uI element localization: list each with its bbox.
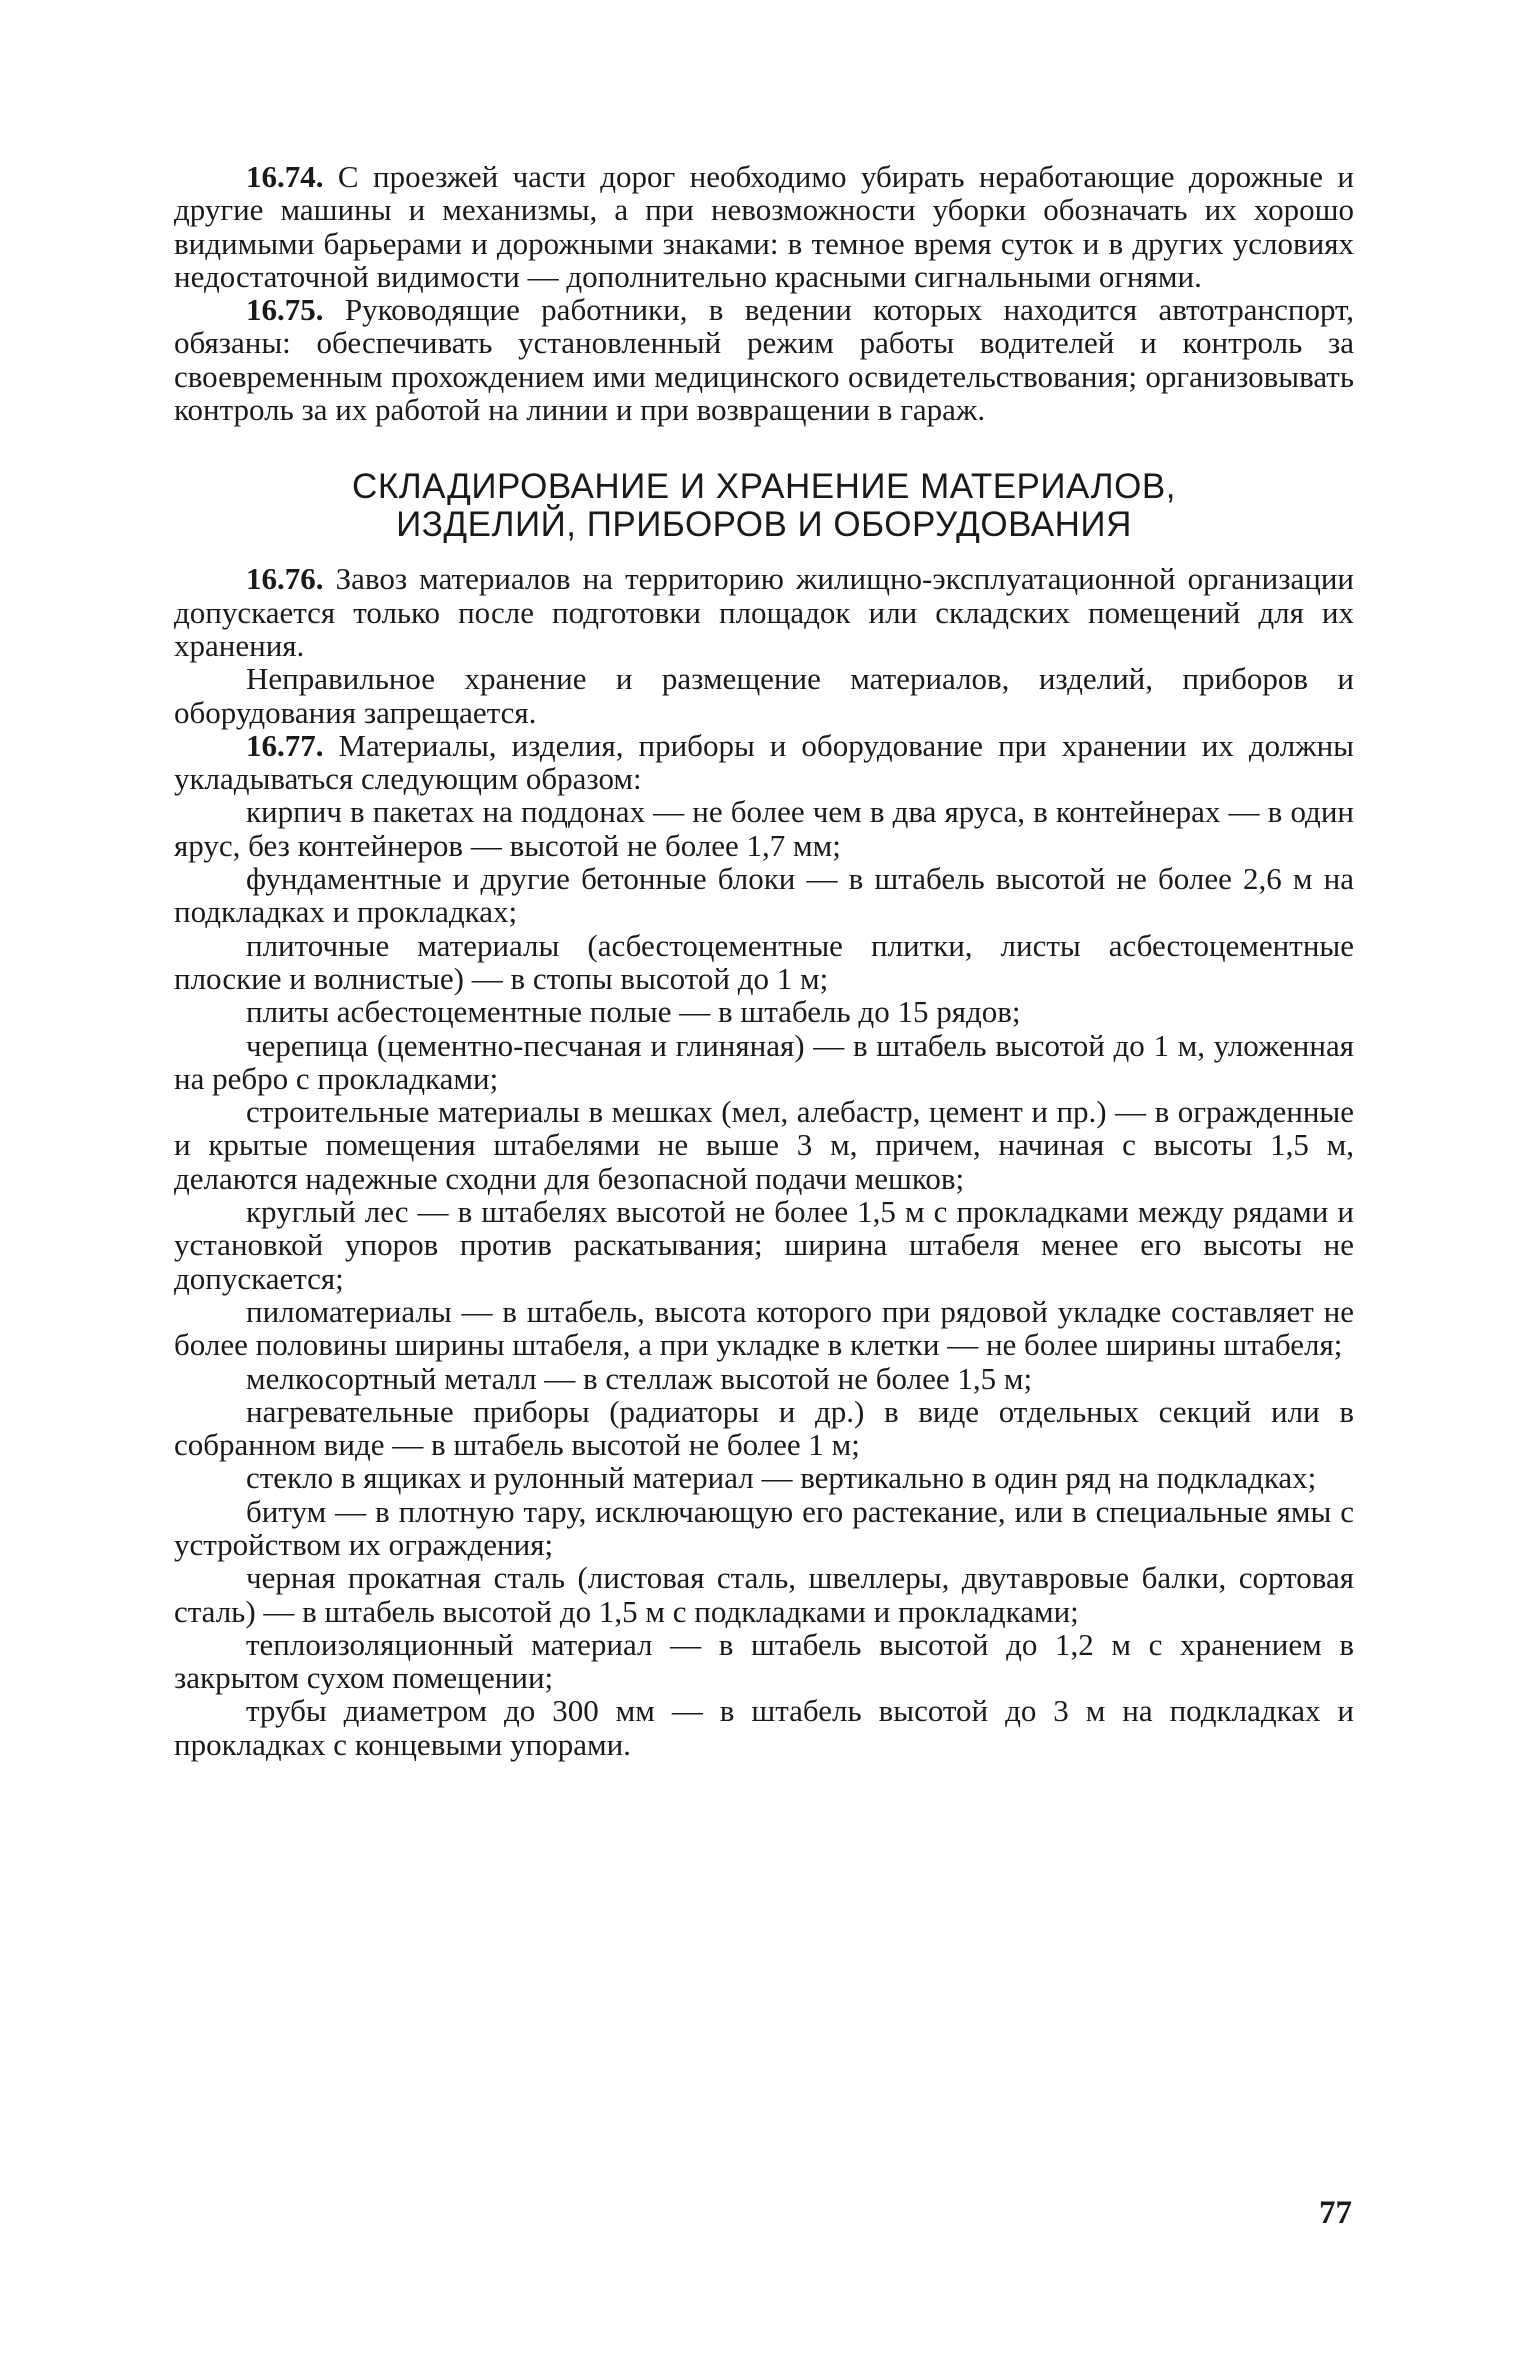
paragraph-16-74 xyxy=(174,160,1354,293)
list-item: плиточные материалы (асбестоцементные плитки, листы асбестоцементные плоские и волнистые) — в стопы высотой до 1 м; xyxy=(174,927,1354,996)
paragraph-text: Руководящие работники, в ведении которых находится автотранспорт, обязаны: обеспечивать установленный режим работы водителей и контроль за своевременным прохождением ими медицинского освидетельствования; организовывать контроль за их работой на линии и при возвращении в гараж. xyxy=(174,292,1355,428)
list-item: черепица (цементно-песчаная и глиняная) — в штабель высотой до 1 м, уложенная на ребро с прокладками; xyxy=(174,1027,1354,1096)
paragraph-wrong-storage: Неправильное хранение и размещение материалов, изделий, приборов и оборудования запрещается. xyxy=(174,661,1354,730)
heading-line-2: ИЗДЕЛИЙ, ПРИБОРОВ И ОБОРУДОВАНИЯ xyxy=(396,505,1132,545)
paragraph-number: 16.77. xyxy=(246,727,324,763)
list-item: круглый лес — в штабелях высотой не более 1,5 м с прокладками между рядами и установкой упоров против раскатывания; ширина штабеля менее его высоты не допускается; xyxy=(174,1194,1354,1296)
list-item: плиты асбестоцементные полые — в штабель до 15 рядов; xyxy=(246,994,1021,1030)
paragraph-text: Материалы, изделия, приборы и оборудование при хранении их должны укладываться следующим образом: xyxy=(174,727,1355,797)
page-number: 77 xyxy=(1319,2195,1352,2231)
list-item: кирпич в пакетах на поддонах — не более чем в два яруса, в контейнерах — в один ярус, без контейнеров — высотой не более 1,7 мм; xyxy=(174,794,1354,863)
paragraph-number: 16.76. xyxy=(246,561,324,597)
paragraph-number: 16.75. xyxy=(246,292,324,328)
paragraph-text: С проезжей части дорог необходимо убирать неработающие дорожные и другие машины и механизмы, а при невозможности уборки обозначать их хорошо видимыми барьерами и дорожными знаками: в темное время суток и в других условиях недостаточной видимости — дополнительно красными сигнальными огнями. xyxy=(174,159,1354,294)
paragraph-16-76 xyxy=(174,562,1354,662)
list-item: трубы диаметром до 300 мм — в штабель высотой до 3 м на подкладках и прокладках с концевыми упорами. xyxy=(174,1693,1354,1762)
list-item: битум — в плотную тару, исключающую его растекание, или в специальные ямы с устройством их ограждения; xyxy=(174,1493,1354,1562)
text-column xyxy=(174,160,1354,1761)
list-item: пиломатериалы — в штабель, высота которого при рядовой укладке составляет не более половины ширины штабеля, а при укладке в клетки — не более ширины штабеля; xyxy=(174,1293,1354,1363)
list-item: черная прокатная сталь (листовая сталь, швеллеры, двутавровые балки, сортовая сталь) — в штабель высотой до 1,5 м с подкладками и прокладками; xyxy=(174,1560,1354,1629)
list-item: фундаментные и другие бетонные блоки — в штабель высотой не более 2,6 м на подкладках и прокладках; xyxy=(174,861,1354,930)
list-item: теплоизоляционный материал — в штабель высотой до 1,2 м с хранением в закрытом сухом помещении; xyxy=(174,1626,1354,1696)
heading-line-1: СКЛАДИРОВАНИЕ И ХРАНЕНИЕ МАТЕРИАЛОВ, xyxy=(352,467,1176,507)
list-item: строительные материалы в мешках (мел, алебастр, цемент и пр.) — в огражденные и крытые помещения штабелями не выше 3 м, причем, начиная с высоты 1,5 м, делаются надежные сходни для безопасной подачи мешков; xyxy=(174,1094,1354,1196)
paragraph-16-75 xyxy=(174,293,1354,426)
list-item: мелкосортный металл — в стеллаж высотой не более 1,5 м; xyxy=(246,1360,1033,1396)
paragraph-16-77 xyxy=(174,729,1354,796)
paragraph-number: 16.74. xyxy=(246,159,324,194)
paragraph-text: Завоз материалов на территорию жилищно-эксплуатационной организации допускается только после подготовки площадок или складских помещений для их хранения. xyxy=(174,561,1354,663)
section-heading xyxy=(174,468,1354,544)
list-item: нагревательные приборы (радиаторы и др.) в виде отдельных секций или в собранном виде — в штабель высотой не более 1 м; xyxy=(174,1393,1354,1463)
list-item: стекло в ящиках и рулонный материал — вертикально в один ряд на подкладках; xyxy=(246,1460,1317,1496)
